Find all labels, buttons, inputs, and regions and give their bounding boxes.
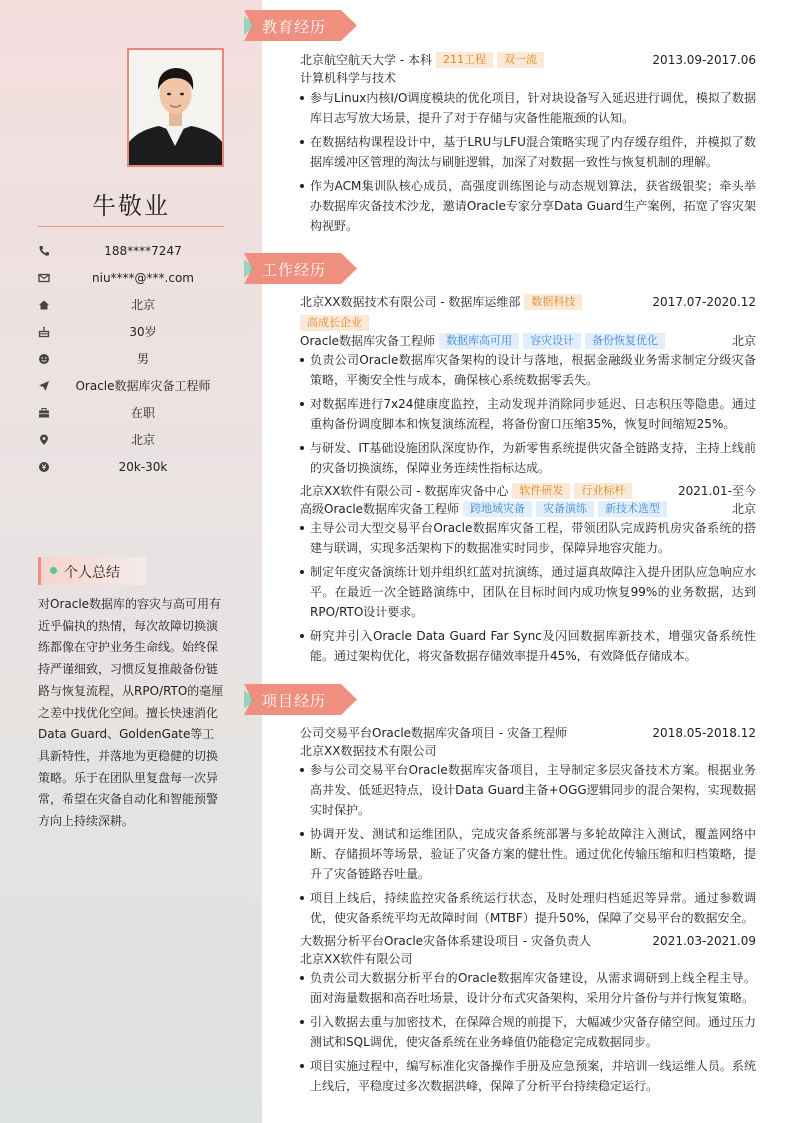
- work-title: 工作经历: [262, 261, 327, 279]
- map-pin-icon: [38, 434, 50, 446]
- education-school-row: [300, 51, 756, 69]
- mail-icon: [38, 272, 50, 284]
- info-status: [38, 404, 224, 424]
- age-value: 30岁: [129, 325, 157, 339]
- company-tag: 软件研发: [512, 483, 570, 499]
- heading-dot: [50, 567, 57, 574]
- info-email: [38, 269, 224, 289]
- school-name: 北京航空航天大学 - 本科: [300, 53, 432, 67]
- project-name: 大数据分析平台Oracle灾备体系建设项目 - 灾备负责人: [300, 934, 592, 948]
- job-role-row: [300, 500, 756, 518]
- job-period: 2021.01-至今: [678, 484, 756, 498]
- company-tag: 高成长企业: [300, 315, 369, 331]
- project-bullets: [300, 968, 756, 1100]
- project-name: 公司交易平台Oracle数据库灾备项目 - 灾备工程师: [300, 726, 568, 740]
- school-tag: 双一流: [497, 52, 544, 68]
- summary-title: 个人总结: [64, 565, 120, 581]
- info-gender: [38, 350, 224, 370]
- list-item: 参与公司交易平台Oracle数据库灾备项目，主导制定多层灾备技术方案。根据业务高并发、低延迟特点，设计Data Guard主备+OGG逻辑同步的混合架构，实现数据实时保护。: [300, 760, 756, 820]
- summary-text: 对Oracle数据库的容灾与高可用有近乎偏执的热情，每次故障切换演练都像在守护业务生命线。始终保持严谨细致，习惯反复推敲备份链路与恢复流程，从RPO/RTO的毫厘之差中找优化空间。擅长快速消化Data Guard、GoldenGate等工具新特性，并落地为更稳健的切换策略。乐于在团队里复盘每一次异常，希望在灾备自动化和智能预警方向上持续深耕。: [38, 597, 224, 829]
- list-item: 研究并引入Oracle Data Guard Far Sync及闪回数据库新技术，增强灾备系统性能。通过架构优化，将灾备数据存储效率提升45%，有效降低存储成本。: [300, 626, 756, 666]
- position-value: Oracle数据库灾备工程师: [75, 379, 211, 393]
- profile-photo: [127, 48, 224, 167]
- job-bullets: [300, 350, 756, 482]
- list-item: 作为ACM集训队核心成员，高强度训练图论与动态规划算法，获省级银奖；牵头举办数据库灾备技术沙龙，邀请Oracle专家分享Data Guard生产案例，拓宽了容灾架构视野。: [300, 176, 756, 236]
- role-tag: 数据库高可用: [439, 333, 519, 349]
- info-location: [38, 296, 224, 316]
- job-location: 北京: [731, 502, 756, 516]
- list-item: 负责公司大数据分析平台的Oracle数据库灾备建设，从需求调研到上线全程主导。面对海量数据和高吞吐场景，设计分布式灾备架构，采用分片备份与并行恢复策略。: [300, 968, 756, 1008]
- section-education-heading: [244, 10, 357, 41]
- info-age: [38, 323, 224, 343]
- education-bullets: [300, 88, 756, 240]
- education-major-row: [300, 69, 756, 87]
- info-phone: [38, 242, 224, 262]
- role-tag: 备份恢复优化: [585, 333, 665, 349]
- info-salary: [38, 458, 224, 478]
- job-company-tag-row: [300, 314, 756, 332]
- project-period: 2018.05-2018.12: [652, 726, 756, 740]
- job-location: 北京: [731, 334, 756, 348]
- role-name: 高级Oracle数据库灾备工程师: [300, 502, 460, 516]
- job-company-row: [300, 482, 756, 500]
- list-item: 主导公司大型交易平台Oracle数据库灾备工程，带领团队完成跨机房灾备系统的搭建与联调，实现多活架构下的数据准实时同步，保障异地容灾能力。: [300, 518, 756, 558]
- briefcase-icon: [38, 407, 50, 419]
- sidebar: [0, 0, 262, 1123]
- cake-icon: [38, 326, 50, 338]
- list-item: 对数据库进行7x24健康度监控，主动发现并消除同步延迟、日志积压等隐患。通过重构备份调度脚本和恢复演练流程，将备份窗口压缩35%，恢复时间缩短25%。: [300, 394, 756, 434]
- education-period: 2013.09-2017.06: [652, 53, 756, 67]
- project-period: 2021.03-2021.09: [652, 934, 756, 948]
- role-name: Oracle数据库灾备工程师: [300, 334, 436, 348]
- job-period: 2017.07-2020.12: [652, 295, 756, 309]
- school-tag: 211工程: [436, 52, 493, 68]
- list-item: 参与Linux内核I/O调度模块的优化项目，针对块设备写入延迟进行调优，模拟了数据库日志写放大场景，提升了对于存储与灾备性能瓶颈的认知。: [300, 88, 756, 128]
- project-org: 北京XX数据技术有限公司: [300, 744, 437, 758]
- money-icon: [38, 461, 50, 473]
- role-tag: 灾备演练: [536, 501, 594, 517]
- section-work-heading: [244, 253, 357, 284]
- project-org-row: [300, 950, 756, 968]
- company-tag: 数据科技: [524, 294, 582, 310]
- name-divider: [38, 226, 224, 227]
- list-item: 引入数据去重与加密技术，在保障合规的前提下，大幅减少灾备存储空间。通过压力测试和SQL调优，使灾备系统在业务峰值仍能稳定完成数据同步。: [300, 1012, 756, 1052]
- city-value: 北京: [130, 433, 155, 447]
- section-projects-heading: [244, 684, 357, 715]
- info-position: [38, 377, 224, 397]
- list-item: 在数据结构课程设计中，基于LRU与LFU混合策略实现了内存缓存组件，并模拟了数据库缓冲区管理的淘汰与刷脏逻辑，加深了对数据一致性与恢复机制的理解。: [300, 132, 756, 172]
- list-item: 与研发、IT基础设施团队深度协作，为新零售系统提供灾备全链路支持，主持上线前的灾备切换演练，保障业务连续性指标达成。: [300, 438, 756, 478]
- send-icon: [38, 380, 50, 392]
- list-item: 项目实施过程中，编写标准化灾备操作手册及应急预案，并培训一线运维人员。系统上线后，平稳度过多次数据洪峰，保障了分析平台持续稳定运行。: [300, 1056, 756, 1096]
- phone-icon: [38, 245, 50, 257]
- company-tag: 行业标杆: [574, 483, 632, 499]
- list-item: 制定年度灾备演练计划并组织红蓝对抗演练，通过逼真故障注入提升团队应急响应水平。在最近一次全链路演练中，团队在目标时间内成功恢复99%的业务数据，达到RPO/RTO设计要求。: [300, 562, 756, 622]
- person-name: 牛敬业: [92, 192, 170, 220]
- list-item: 协调开发、测试和运维团队，完成灾备系统部署与多轮故障注入测试，覆盖网络中断、存储损坏等场景，验证了灾备方案的健壮性。通过优化传输压缩和归档策略，提升了灾备链路吞吐量。: [300, 824, 756, 884]
- education-title: 教育经历: [262, 18, 327, 36]
- gender-value: 男: [136, 352, 149, 366]
- project-title-row: [300, 932, 756, 950]
- project-org-row: [300, 742, 756, 760]
- email-value: niu****@***.com: [92, 271, 194, 285]
- company-name: 北京XX数据技术有限公司 - 数据库运维部: [300, 295, 521, 309]
- job-company-row: [300, 293, 756, 311]
- project-bullets: [300, 760, 756, 932]
- list-item: 负责公司Oracle数据库灾备架构的设计与落地，根据金融级业务需求制定分级灾备策略，平衡安全性与成本，确保核心系统数据零丢失。: [300, 350, 756, 390]
- project-title-row: [300, 724, 756, 742]
- role-tag: 新技术选型: [598, 501, 667, 517]
- home-icon: [38, 299, 50, 311]
- job-bullets: [300, 518, 756, 670]
- list-item: 项目上线后，持续监控灾备系统运行状态，及时处理归档延迟等异常。通过参数调优，使灾备系统平均无故障时间（MTBF）提升50%，保障了交易平台的数据安全。: [300, 888, 756, 928]
- project-org: 北京XX软件有限公司: [300, 952, 413, 966]
- job-role-row: [300, 332, 756, 350]
- summary-heading: [38, 557, 146, 585]
- role-tag: 容灾设计: [523, 333, 581, 349]
- projects-title: 项目经历: [262, 692, 327, 710]
- company-name: 北京XX软件有限公司 - 数据库灾备中心: [300, 484, 509, 498]
- location-value: 北京: [130, 298, 155, 312]
- major-name: 计算机科学与技术: [300, 71, 397, 85]
- role-tag: 跨地域灾备: [463, 501, 532, 517]
- status-value: 在职: [130, 406, 155, 420]
- phone-value: 188****7247: [104, 244, 182, 258]
- smile-icon: [38, 353, 50, 365]
- info-city: [38, 431, 224, 451]
- salary-value: 20k-30k: [118, 460, 168, 474]
